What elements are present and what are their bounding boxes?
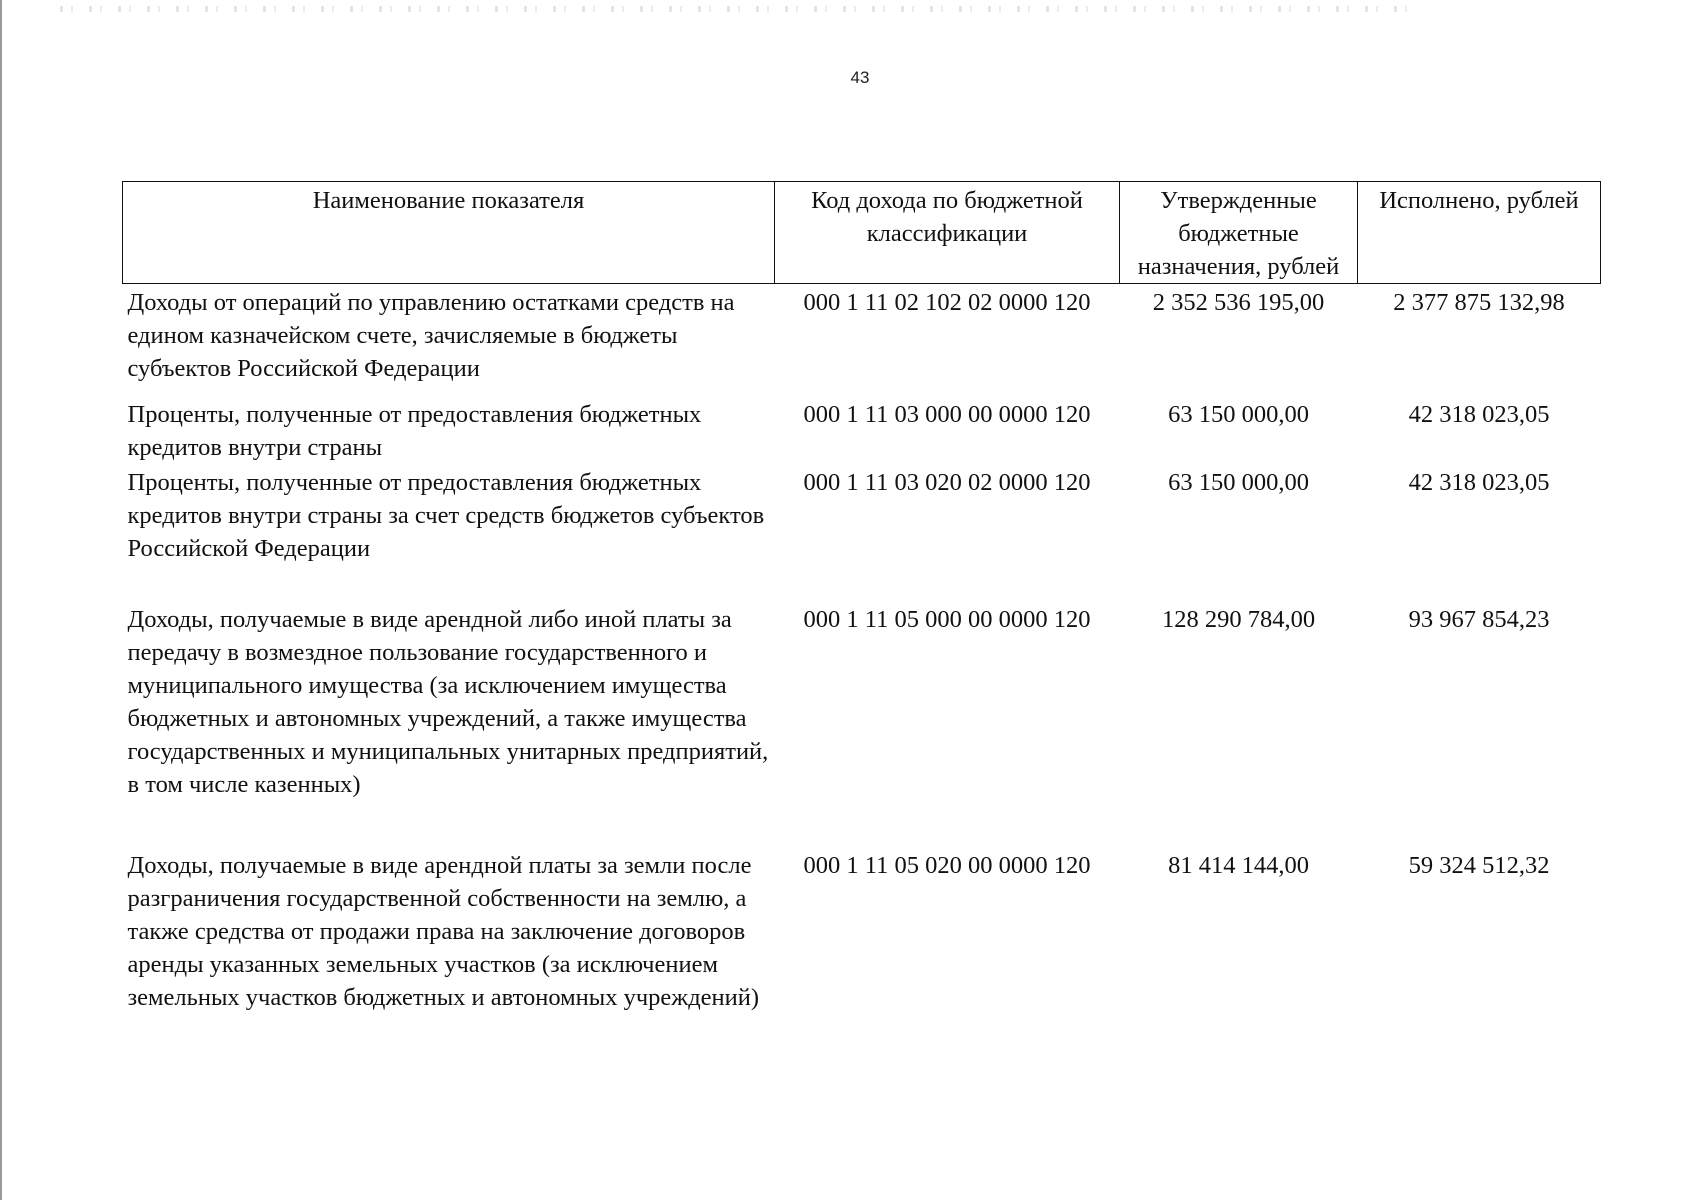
- header-executed-amount: Исполнено, рублей: [1358, 182, 1601, 284]
- table-row: [123, 603, 1601, 849]
- approved-amount: 2 352 536 195,00: [1152, 289, 1325, 316]
- income-code: 000 1 11 03 020 02 0000 120: [803, 468, 1091, 496]
- table-row: [123, 284, 1601, 398]
- income-code: 000 1 11 03 000 00 0000 120: [803, 400, 1091, 428]
- approved-amount: 81 414 144,00: [1168, 851, 1309, 879]
- header-approved-amount: Утвержденные бюджетные назначения, рублей: [1120, 182, 1358, 284]
- executed-amount: 2 377 875 132,98: [1393, 289, 1565, 316]
- approved-amount: 63 150 000,00: [1168, 468, 1309, 496]
- table-row: [123, 398, 1601, 466]
- executed-amount: 59 324 512,32: [1408, 851, 1550, 879]
- indicator-name: Доходы от операций по управлению остатками средств на едином казначейском счете, зачисляемые в бюджеты субъектов Российской Федерации: [127, 289, 735, 382]
- page-number: 43: [850, 68, 870, 87]
- indicator-name: Доходы, получаемые в виде арендной платы за земли после разграничения государственной собственности на землю, а также средства от продажи права на заключение договоров аренды указанных земельных участков (за исключением земельных участков бюджетных и автономных учреждений): [127, 851, 760, 1011]
- scan-left-edge: [0, 0, 2, 1200]
- indicator-name: Проценты, полученные от предоставления бюджетных кредитов внутри страны за счет средств бюджетов субъектов Российской Федерации: [127, 468, 765, 562]
- table-row: [123, 466, 1601, 603]
- approved-amount: 128 290 784,00: [1161, 605, 1316, 633]
- income-code: 000 1 11 05 000 00 0000 120: [803, 605, 1091, 633]
- executed-amount: 42 318 023,05: [1408, 400, 1550, 428]
- indicator-name: Доходы, получаемые в виде арендной либо иной платы за передачу в возмездное пользование государственного и муниципального имущества (за исключением имущества бюджетных и автономных учреждений, а также имущества государственных и муниципальных унитарных предприятий, в том числе казенных): [127, 605, 769, 798]
- scan-top-noise: [60, 6, 1420, 12]
- header-income-code: Код дохода по бюджетной классификации: [775, 182, 1120, 284]
- budget-income-table: [122, 181, 1601, 1049]
- income-code: 000 1 11 05 020 00 0000 120: [803, 851, 1091, 879]
- table-header-row: [123, 182, 1601, 284]
- income-code: 000 1 11 02 102 02 0000 120: [803, 289, 1091, 316]
- executed-amount: 42 318 023,05: [1408, 468, 1550, 496]
- indicator-name: Проценты, полученные от предоставления бюджетных кредитов внутри страны: [127, 400, 702, 461]
- executed-amount: 93 967 854,23: [1408, 605, 1550, 633]
- header-indicator-name: Наименование показателя: [123, 182, 775, 284]
- table-row: [123, 849, 1601, 1049]
- approved-amount: 63 150 000,00: [1168, 400, 1309, 428]
